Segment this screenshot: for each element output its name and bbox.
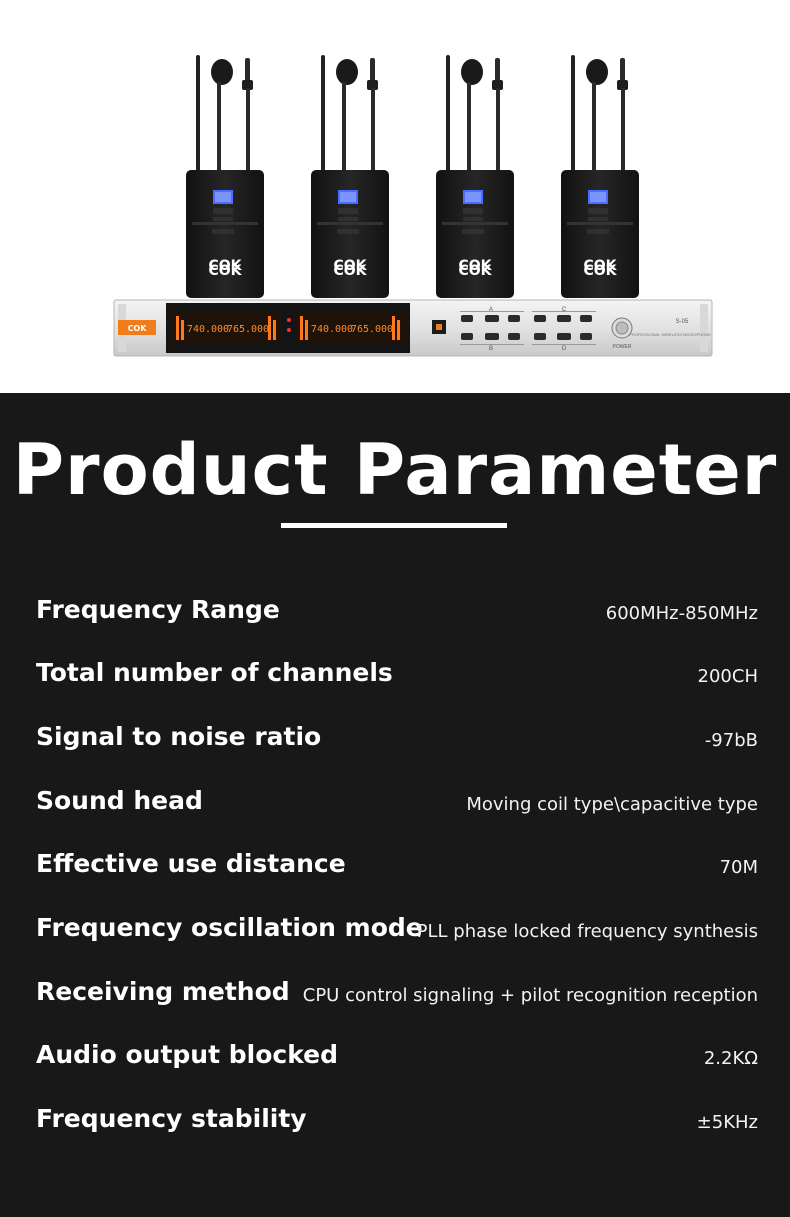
param-value: CPU control signaling + pilot recognition reception xyxy=(302,985,758,1006)
channel-label-b: B xyxy=(488,346,494,352)
param-row-frequency-stability xyxy=(36,1104,758,1144)
param-label: Receiving method xyxy=(36,977,290,1006)
bodypack-transmitter-2 xyxy=(311,55,389,298)
title-underline xyxy=(281,523,507,528)
param-label: Signal to noise ratio xyxy=(36,722,322,751)
display-freq-1b: 765.000 xyxy=(226,324,270,335)
power-label: POWER xyxy=(612,344,632,350)
param-label: Frequency stability xyxy=(36,1104,307,1133)
param-label: Frequency oscillation mode xyxy=(36,913,423,942)
param-row-receiving-method xyxy=(36,977,758,1017)
product-parameter-section xyxy=(0,393,790,1217)
param-label: Total number of channels xyxy=(36,658,393,687)
bodypack-transmitter-4 xyxy=(561,55,639,298)
channel-label-d: D xyxy=(561,346,567,352)
param-value: 600MHz-850MHz xyxy=(605,603,758,624)
param-value: Moving coil type\capacitive type xyxy=(466,794,758,815)
bodypack-brand-label: COK xyxy=(458,263,492,279)
param-value: PLL phase locked frequency synthesis xyxy=(416,921,758,942)
param-row-sound-head xyxy=(36,786,758,826)
param-row-signal-noise-ratio xyxy=(36,722,758,762)
param-row-audio-output xyxy=(36,1040,758,1080)
display-freq-2a: 740.000 xyxy=(310,324,354,335)
receiver-brand-badge: COK xyxy=(127,324,147,333)
param-value: 2.2KΩ xyxy=(703,1048,758,1069)
param-label: Effective use distance xyxy=(36,849,346,878)
bodypack-brand-label: COK xyxy=(583,263,617,279)
device-caption: PROFESSIONAL WIRELESS MICROPHONE xyxy=(629,332,711,337)
display-freq-1a: 740.000 xyxy=(186,324,230,335)
param-value: ±5KHz xyxy=(696,1112,758,1133)
channel-label-a: A xyxy=(488,307,494,313)
param-value: 70M xyxy=(719,857,758,878)
rack-receiver xyxy=(114,300,712,356)
param-row-effective-distance xyxy=(36,849,758,889)
section-title: Product Parameter xyxy=(12,429,778,511)
model-label: S-05 xyxy=(675,319,689,325)
param-row-total-channels xyxy=(36,658,758,698)
channel-label-c: C xyxy=(561,307,567,313)
bodypack-transmitter-1 xyxy=(186,55,264,298)
param-value: -97bB xyxy=(704,730,758,751)
bodypack-brand-label: COK xyxy=(208,263,242,279)
bodypack-brand-label: COK xyxy=(333,263,367,279)
bodypack-transmitter-3 xyxy=(436,55,514,298)
param-row-frequency-range xyxy=(36,595,758,635)
param-value: 200CH xyxy=(697,666,758,687)
wireless-mic-system-illustration: COK COK COK COK COK COK 740.000 765.000 740.000 765.000 A B C D POWER S-05 PROFESSIONAL WIRELESS MICROPHONE xyxy=(0,0,790,393)
param-label: Audio output blocked xyxy=(36,1040,339,1069)
param-label: Frequency Range xyxy=(36,595,280,624)
param-row-oscillation-mode xyxy=(36,913,758,953)
product-image-area xyxy=(0,0,790,393)
param-label: Sound head xyxy=(36,786,203,815)
display-freq-2b: 765.000 xyxy=(350,324,394,335)
